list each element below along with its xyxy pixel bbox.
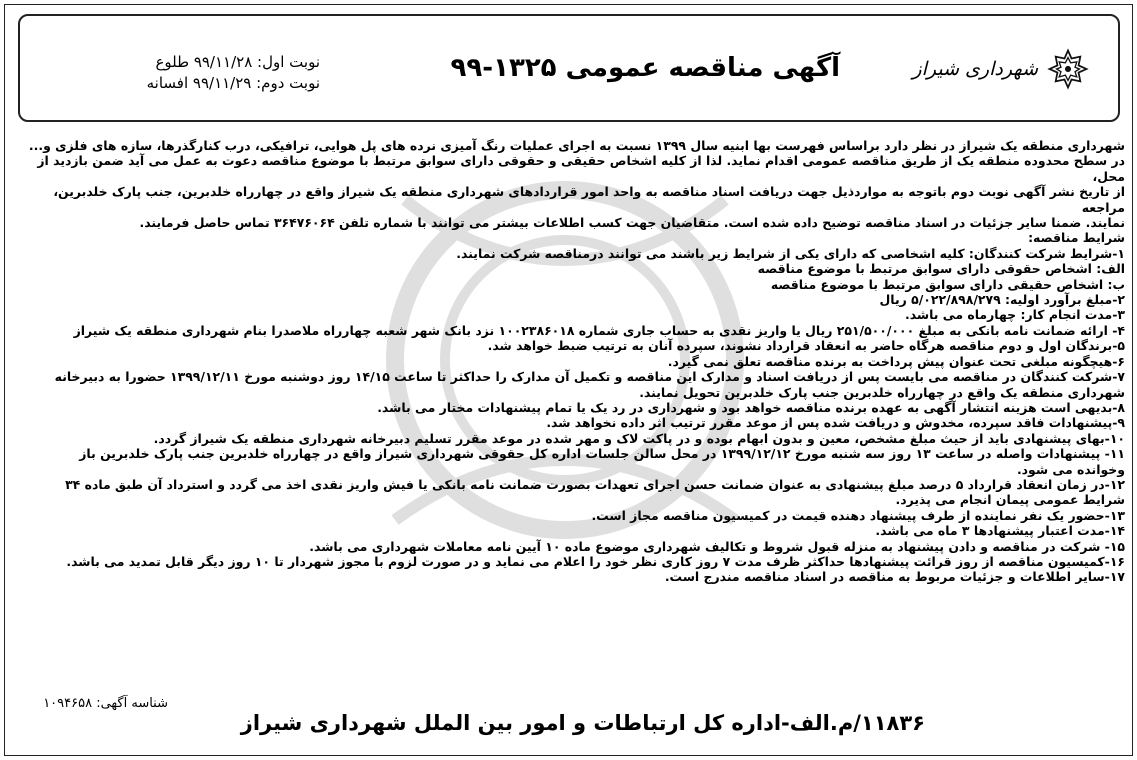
header-box xyxy=(18,14,1120,122)
condition-8: ۸-بدیهی است هزینه انتشار آگهی به عهده برنده مناقصه خواهد بود و شهرداری در رد یک یا تمام پیشنهادات مختار می باشد. xyxy=(377,399,1125,415)
condition-16: ۱۶-کمیسیون مناقصه از روز قرائت پیشنهادها حداکثر ظرف مدت ۷ روز کاری نظر خود را اعلام می نماید و در صورت لزوم با مجوز شهردار تا ۱۰ روز دیگر قابل تمدید می باشد. xyxy=(66,553,1125,569)
logo-text: شهرداری شیراز xyxy=(912,57,1038,80)
body-line: شهرداری منطقه یک شیراز در نظر دارد براساس فهرست بها ابنیه سال ۱۳۹۹ نسبت به اجرای عملیات رنگ آمیزی نرده های پل هوایی، ترافیکی، درب کنارگذرها، سازه های فلزی و... xyxy=(28,138,1125,153)
condition-3: ۳-مدت انجام کار: چهارماه می باشد. xyxy=(905,307,1125,323)
condition-1a: الف: اشخاص حقوقی دارای سوابق مرتبط با موضوع مناقصه xyxy=(757,261,1125,277)
conditions-heading: شرایط مناقصه: xyxy=(1028,230,1125,246)
body-line: در سطح محدوده منطقه یک از طریق مناقصه عمومی اقدام نماید. لذا از کلیه اشخاص حقیقی و حقوقی دارای سوابق مرتبط با موضوع مناقصه دعوت به عمل می آید ضمن بازدید از محل، xyxy=(37,153,1125,184)
condition-12-cont: شرایط عمومی پیمان انجام می پذیرد. xyxy=(895,492,1125,508)
condition-10: ۱۰-بهای پیشنهادی باید از حیث مبلغ مشخص، معین و بدون ابهام بوده و در پاکت لاک و مهر شده در موعد مقرر تسلیم دبیرخانه شهرداری منطقه یک شیراز گردد. xyxy=(153,430,1125,446)
condition-9: ۹-پیشنهادات فاقد سپرده، مخدوش و دریافت شده پس از موعد مقرر ترتیب اثر داده نخواهد شد. xyxy=(546,415,1125,431)
condition-14: ۱۴-مدت اعتبار پیشنهادها ۳ ماه می باشد. xyxy=(875,523,1125,539)
condition-13: ۱۳-حضور یک نفر نماینده از طرف پیشنهاد دهنده قیمت در کمیسیون مناقصه مجاز است. xyxy=(591,507,1125,523)
shiraz-logo-icon xyxy=(1046,47,1090,91)
body-line: نمایند. ضمنا سایر جزئیات در اسناد مناقصه توضیح داده شده است. متقاضیان جهت کسب اطلاعات بیشتر می توانند با شماره تلفن ۳۶۴۷۶۰۶۴ تماس حاصل فرمایند. xyxy=(139,215,1125,231)
condition-17: ۱۷-سایر اطلاعات و جزئیات مربوط به مناقصه در اسناد مناقصه مندرج است. xyxy=(664,569,1125,585)
condition-1b: ب: اشخاص حقیقی دارای سوابق مرتبط با موضوع مناقصه xyxy=(770,276,1125,292)
first-publication-date: نوبت اول: ۹۹/۱۱/۲۸ طلوع xyxy=(155,53,320,71)
condition-5: ۵-برندگان اول و دوم مناقصه هرگاه حاضر به انعقاد قرارداد نشوند، سپرده آنان به ترتیب ضبط خواهد شد. xyxy=(487,338,1125,354)
condition-7-cont: شهرداری منطقه یک واقع در چهارراه خلدبرین جنب پارک خلدبرین تحویل نمایند. xyxy=(639,384,1125,400)
condition-1: ۱-شرایط شرکت کنندگان: کلیه اشخاصی که دارای یکی از شرایط زیر باشند می توانند درمناقصه شرکت نمایند. xyxy=(456,245,1125,261)
condition-11-cont: وخوانده می شود. xyxy=(1016,461,1125,477)
ad-id: شناسه آگهی: ۱۰۹۴۶۵۸ xyxy=(43,696,168,711)
condition-12: ۱۲-در زمان انعقاد قرارداد ۵ درصد مبلغ پیشنهادی به عنوان ضمانت حسن اجرای تعهدات بصورت ضمانت نامه بانکی یا فیش واریز نقدی اخذ می گردد و استرداد آن طبق ماده ۳۴ xyxy=(65,476,1125,492)
announcement-body xyxy=(12,138,1125,698)
second-publication-date: نوبت دوم: ۹۹/۱۱/۲۹ افسانه xyxy=(146,74,320,92)
condition-6: ۶-هیچگونه مبلغی تحت عنوان پیش پرداخت به برنده مناقصه تعلق نمی گیرد. xyxy=(667,353,1125,369)
body-line: از تاریخ نشر آگهی نوبت دوم باتوجه به مواردذیل جهت دریافت اسناد مناقصه به واحد امور قراردادهای شهرداری منطقه یک شیراز واقع در چهارراه خلدبرین، جنب پارک خلدبرین، مراجعه xyxy=(53,184,1125,215)
condition-15: ۱۵- شرکت در مناقصه و دادن پیشنهاد به منزله قبول شروط و تکالیف شهرداری موضوع ماده ۱۰ آیین نامه معاملات شهرداری می باشد. xyxy=(309,538,1125,554)
announcement-title: آگهی مناقصه عمومی ۱۳۲۵-۹۹ xyxy=(450,53,840,83)
footer-signature: ۱۱۸۳۶/م.الف-اداره کل ارتباطات و امور بین الملل شهرداری شیراز xyxy=(240,711,925,735)
publication-dates xyxy=(108,52,320,94)
municipality-logo xyxy=(912,44,1090,94)
condition-7: ۷-شرکت کنندگان در مناقصه می بایست پس از دریافت اسناد و مدارک این مناقصه و تکمیل آن مدارک را حداکثر تا ساعت ۱۴/۱۵ روز دوشنبه مورخ ۱۳۹۹/۱۲/۱۱ حضورا به دبیرخانه xyxy=(54,369,1125,385)
condition-2: ۲-مبلغ برآورد اولیه: ۵/۰۲۲/۸۹۸/۲۷۹ ریال xyxy=(879,292,1125,308)
condition-11: ۱۱- پیشنهادات واصله در ساعت ۱۳ روز سه شنبه مورخ ۱۳۹۹/۱۲/۱۲ در محل سالن جلسات اداره کل حقوقی شهرداری شیراز واقع در چهارراه خلدبرین جنب پارک خلدبرین باز xyxy=(79,446,1125,462)
condition-4: ۴- ارائه ضمانت نامه بانکی به مبلغ ۲۵۱/۵۰۰/۰۰۰ ریال یا واریز نقدی به حساب جاری شماره ۱۰۰۲۳۸۶۰۱۸ نزد بانک شهر شعبه چهارراه ملاصدرا بنام شهرداری منطقه یک شیراز xyxy=(73,322,1125,338)
